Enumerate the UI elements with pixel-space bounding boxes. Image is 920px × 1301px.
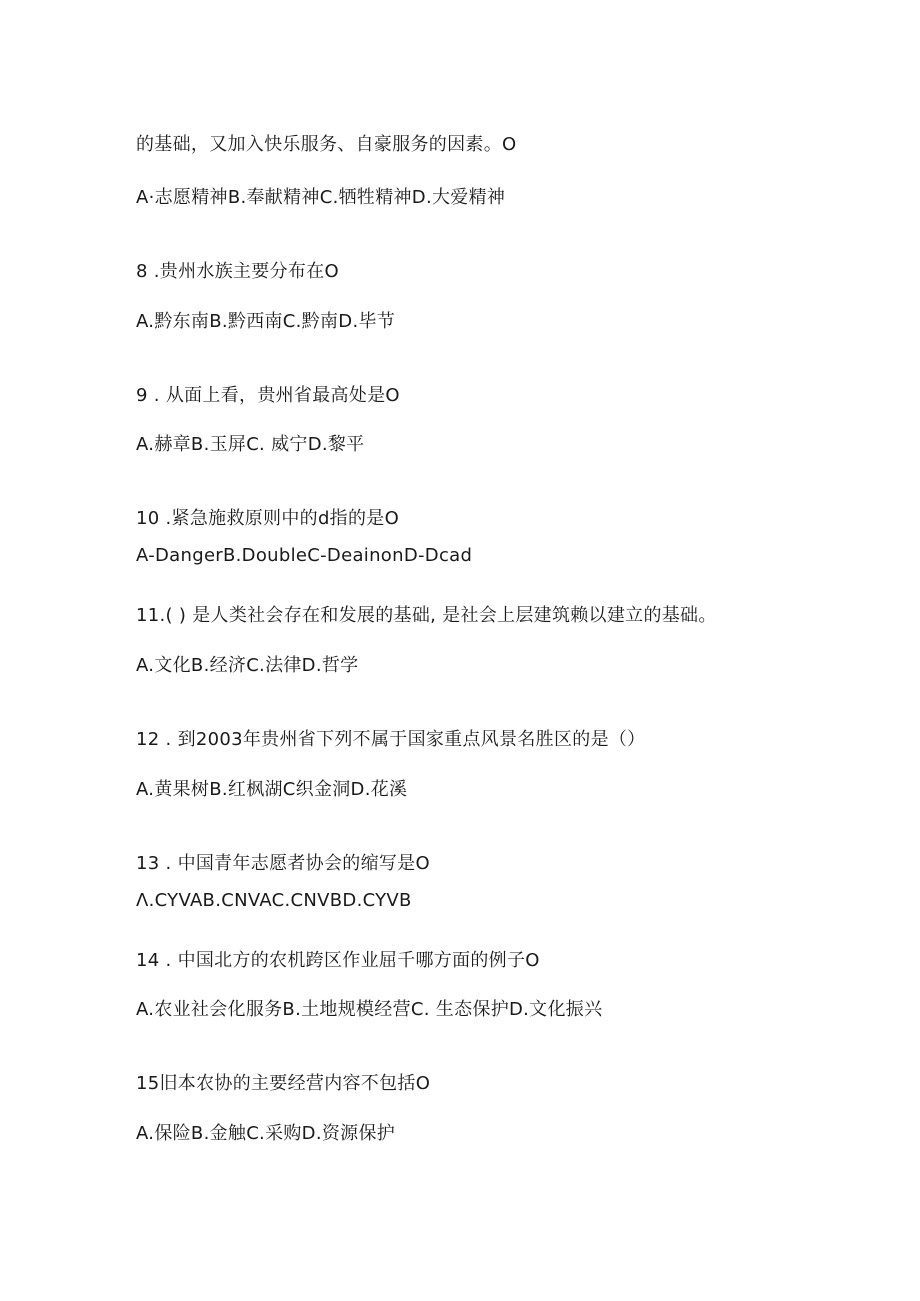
question-14: 14 . 中国北方的农机跨区作业屈千哪方面的例子O	[136, 950, 540, 971]
question-10-options: A-DangerB.DoubleC-DeainonD-Dcad	[136, 545, 473, 566]
question-7-continuation: 的基础，又加入快乐服务、自豪服务的因素。O	[136, 134, 517, 155]
question-15-options: A.保险B.金触C.采购D.资源保护	[136, 1123, 396, 1144]
question-9: 9 . 从面上看，贵州省最高处是O	[136, 385, 400, 406]
question-8: 8 .贵州水族主要分布在O	[136, 261, 339, 282]
question-10: 10 .紧急施救原则中的d指的是O	[136, 508, 400, 529]
question-11-options: A.文化B.经济C.法律D.哲学	[136, 655, 359, 676]
question-14-options: A.农业社会化服务B.土地规模经营C. 生态保护D.文化振兴	[136, 999, 603, 1020]
question-12: 12 . 到2003年贵州省下列不属于国家重点风景名胜区的是（）	[136, 729, 646, 750]
question-13: 13 . 中国青年志愿者协会的缩写是O	[136, 853, 430, 874]
question-15: 15旧本农协的主要经营内容不包括O	[136, 1073, 431, 1094]
question-7-options: A·志愿精神B.奉献精神C.牺牲精神D.大爱精神	[136, 187, 506, 208]
question-8-options: A.黔东南B.黔西南C.黔南D.毕节	[136, 311, 396, 332]
question-12-options: A.黄果树B.红枫湖C织金洞D.花溪	[136, 779, 408, 800]
question-11: 11.( ) 是人类社会存在和发展的基础, 是社会上层建筑赖以建立的基础。	[136, 605, 717, 626]
question-13-options: Λ.CYVAB.CNVAC.CNVBD.CYVB	[136, 890, 412, 911]
question-9-options: A.赫章B.玉屏C. 威宁D.黎平	[136, 434, 365, 455]
